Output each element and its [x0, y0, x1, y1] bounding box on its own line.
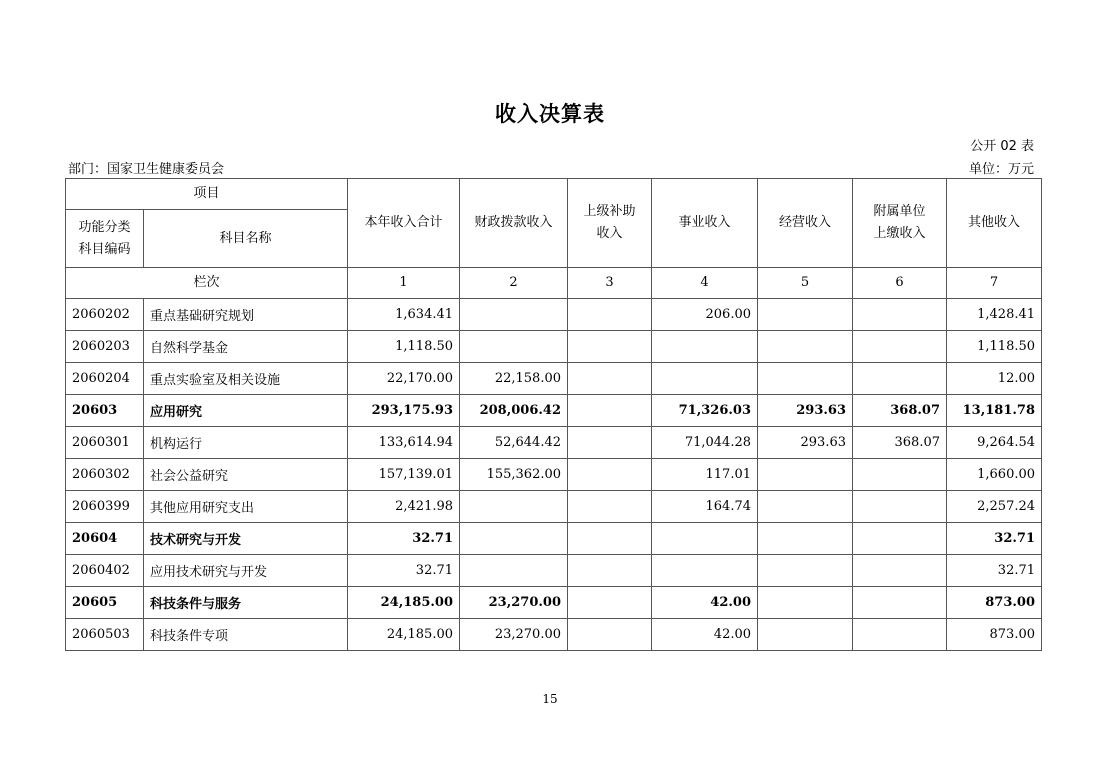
header-func-code: 功能分类 科目编码 [66, 210, 144, 268]
row-subject-name: 科技条件专项 [144, 619, 348, 651]
header-total: 本年收入合计 [348, 179, 460, 268]
row-subject-name: 重点基础研究规划 [144, 299, 348, 331]
row-operating [758, 523, 853, 555]
row-business: 206.00 [652, 299, 758, 331]
row-other: 13,181.78 [947, 395, 1042, 427]
row-code: 2060301 [66, 427, 144, 459]
row-total: 22,170.00 [348, 363, 460, 395]
row-operating [758, 555, 853, 587]
row-superior [568, 363, 652, 395]
row-affiliated [853, 491, 947, 523]
row-business [652, 363, 758, 395]
row-fiscal [460, 523, 568, 555]
row-code: 20604 [66, 523, 144, 555]
table-row [66, 587, 1042, 619]
row-operating: 293.63 [758, 427, 853, 459]
col-number: 1 [348, 268, 460, 299]
row-other: 873.00 [947, 619, 1042, 651]
row-fiscal: 208,006.42 [460, 395, 568, 427]
row-affiliated [853, 299, 947, 331]
row-other: 1,660.00 [947, 459, 1042, 491]
header-affiliated: 附属单位 上缴收入 [853, 179, 947, 268]
row-subject-name: 应用技术研究与开发 [144, 555, 348, 587]
page-number: 15 [542, 692, 558, 706]
row-other: 873.00 [947, 587, 1042, 619]
row-affiliated: 368.07 [853, 427, 947, 459]
row-subject-name: 自然科学基金 [144, 331, 348, 363]
row-operating [758, 491, 853, 523]
table-row [66, 619, 1042, 651]
row-fiscal [460, 491, 568, 523]
row-total: 2,421.98 [348, 491, 460, 523]
row-fiscal [460, 331, 568, 363]
row-superior [568, 619, 652, 651]
row-business [652, 523, 758, 555]
row-superior [568, 555, 652, 587]
report-title: 收入决算表 [495, 102, 605, 126]
row-fiscal: 23,270.00 [460, 587, 568, 619]
col-number: 2 [460, 268, 568, 299]
row-superior [568, 491, 652, 523]
row-superior [568, 395, 652, 427]
row-business: 71,326.03 [652, 395, 758, 427]
row-business: 71,044.28 [652, 427, 758, 459]
row-business: 164.74 [652, 491, 758, 523]
header-item: 项目 [66, 179, 348, 210]
row-affiliated [853, 619, 947, 651]
row-code: 2060402 [66, 555, 144, 587]
row-business: 117.01 [652, 459, 758, 491]
row-total: 1,118.50 [348, 331, 460, 363]
table-row [66, 523, 1042, 555]
row-business [652, 555, 758, 587]
header-operating: 经营收入 [758, 179, 853, 268]
row-total: 157,139.01 [348, 459, 460, 491]
header-superior: 上级补助 收入 [568, 179, 652, 268]
row-fiscal [460, 555, 568, 587]
row-total: 1,634.41 [348, 299, 460, 331]
row-business [652, 331, 758, 363]
header-other: 其他收入 [947, 179, 1042, 268]
col-number: 4 [652, 268, 758, 299]
row-operating [758, 587, 853, 619]
row-code: 2060202 [66, 299, 144, 331]
row-subject-name: 重点实验室及相关设施 [144, 363, 348, 395]
row-affiliated [853, 523, 947, 555]
table-row [66, 427, 1042, 459]
header-column-index: 栏次 [66, 268, 348, 299]
table-row [66, 331, 1042, 363]
table-row [66, 555, 1042, 587]
row-code: 2060399 [66, 491, 144, 523]
row-affiliated [853, 587, 947, 619]
row-affiliated [853, 331, 947, 363]
row-subject-name: 社会公益研究 [144, 459, 348, 491]
row-superior [568, 427, 652, 459]
row-fiscal [460, 299, 568, 331]
row-other: 12.00 [947, 363, 1042, 395]
row-affiliated: 368.07 [853, 395, 947, 427]
table-row [66, 363, 1042, 395]
row-code: 2060203 [66, 331, 144, 363]
row-operating [758, 459, 853, 491]
row-fiscal: 52,644.42 [460, 427, 568, 459]
row-superior [568, 523, 652, 555]
row-other: 32.71 [947, 555, 1042, 587]
row-operating [758, 299, 853, 331]
row-other: 1,118.50 [947, 331, 1042, 363]
table-code: 公开 02 表 [970, 139, 1034, 154]
row-subject-name: 科技条件与服务 [144, 587, 348, 619]
header-fiscal: 财政拨款收入 [460, 179, 568, 268]
unit-label: 单位：万元 [968, 162, 1034, 177]
row-superior [568, 587, 652, 619]
table-row [66, 459, 1042, 491]
row-affiliated [853, 459, 947, 491]
row-code: 20605 [66, 587, 144, 619]
table-row [66, 299, 1042, 331]
row-code: 20603 [66, 395, 144, 427]
row-subject-name: 应用研究 [144, 395, 348, 427]
table-row [66, 395, 1042, 427]
table-row [66, 491, 1042, 523]
row-operating [758, 619, 853, 651]
row-total: 32.71 [348, 523, 460, 555]
row-total: 24,185.00 [348, 619, 460, 651]
row-code: 2060204 [66, 363, 144, 395]
col-number: 3 [568, 268, 652, 299]
row-other: 1,428.41 [947, 299, 1042, 331]
row-total: 24,185.00 [348, 587, 460, 619]
row-subject-name: 技术研究与开发 [144, 523, 348, 555]
row-operating: 293.63 [758, 395, 853, 427]
row-operating [758, 331, 853, 363]
row-fiscal: 155,362.00 [460, 459, 568, 491]
row-affiliated [853, 363, 947, 395]
row-total: 32.71 [348, 555, 460, 587]
row-superior [568, 331, 652, 363]
row-fiscal: 22,158.00 [460, 363, 568, 395]
row-operating [758, 363, 853, 395]
row-other: 32.71 [947, 523, 1042, 555]
row-subject-name: 机构运行 [144, 427, 348, 459]
department-label: 部门：国家卫生健康委员会 [68, 162, 225, 177]
row-total: 133,614.94 [348, 427, 460, 459]
col-number: 5 [758, 268, 853, 299]
col-number: 7 [947, 268, 1042, 299]
row-total: 293,175.93 [348, 395, 460, 427]
income-table [65, 178, 1042, 651]
row-superior [568, 299, 652, 331]
row-affiliated [853, 555, 947, 587]
header-subject-name: 科目名称 [144, 210, 348, 268]
row-business: 42.00 [652, 619, 758, 651]
row-code: 2060302 [66, 459, 144, 491]
col-number: 6 [853, 268, 947, 299]
header-business: 事业收入 [652, 179, 758, 268]
row-superior [568, 459, 652, 491]
row-other: 2,257.24 [947, 491, 1042, 523]
row-subject-name: 其他应用研究支出 [144, 491, 348, 523]
row-fiscal: 23,270.00 [460, 619, 568, 651]
row-business: 42.00 [652, 587, 758, 619]
row-code: 2060503 [66, 619, 144, 651]
row-other: 9,264.54 [947, 427, 1042, 459]
